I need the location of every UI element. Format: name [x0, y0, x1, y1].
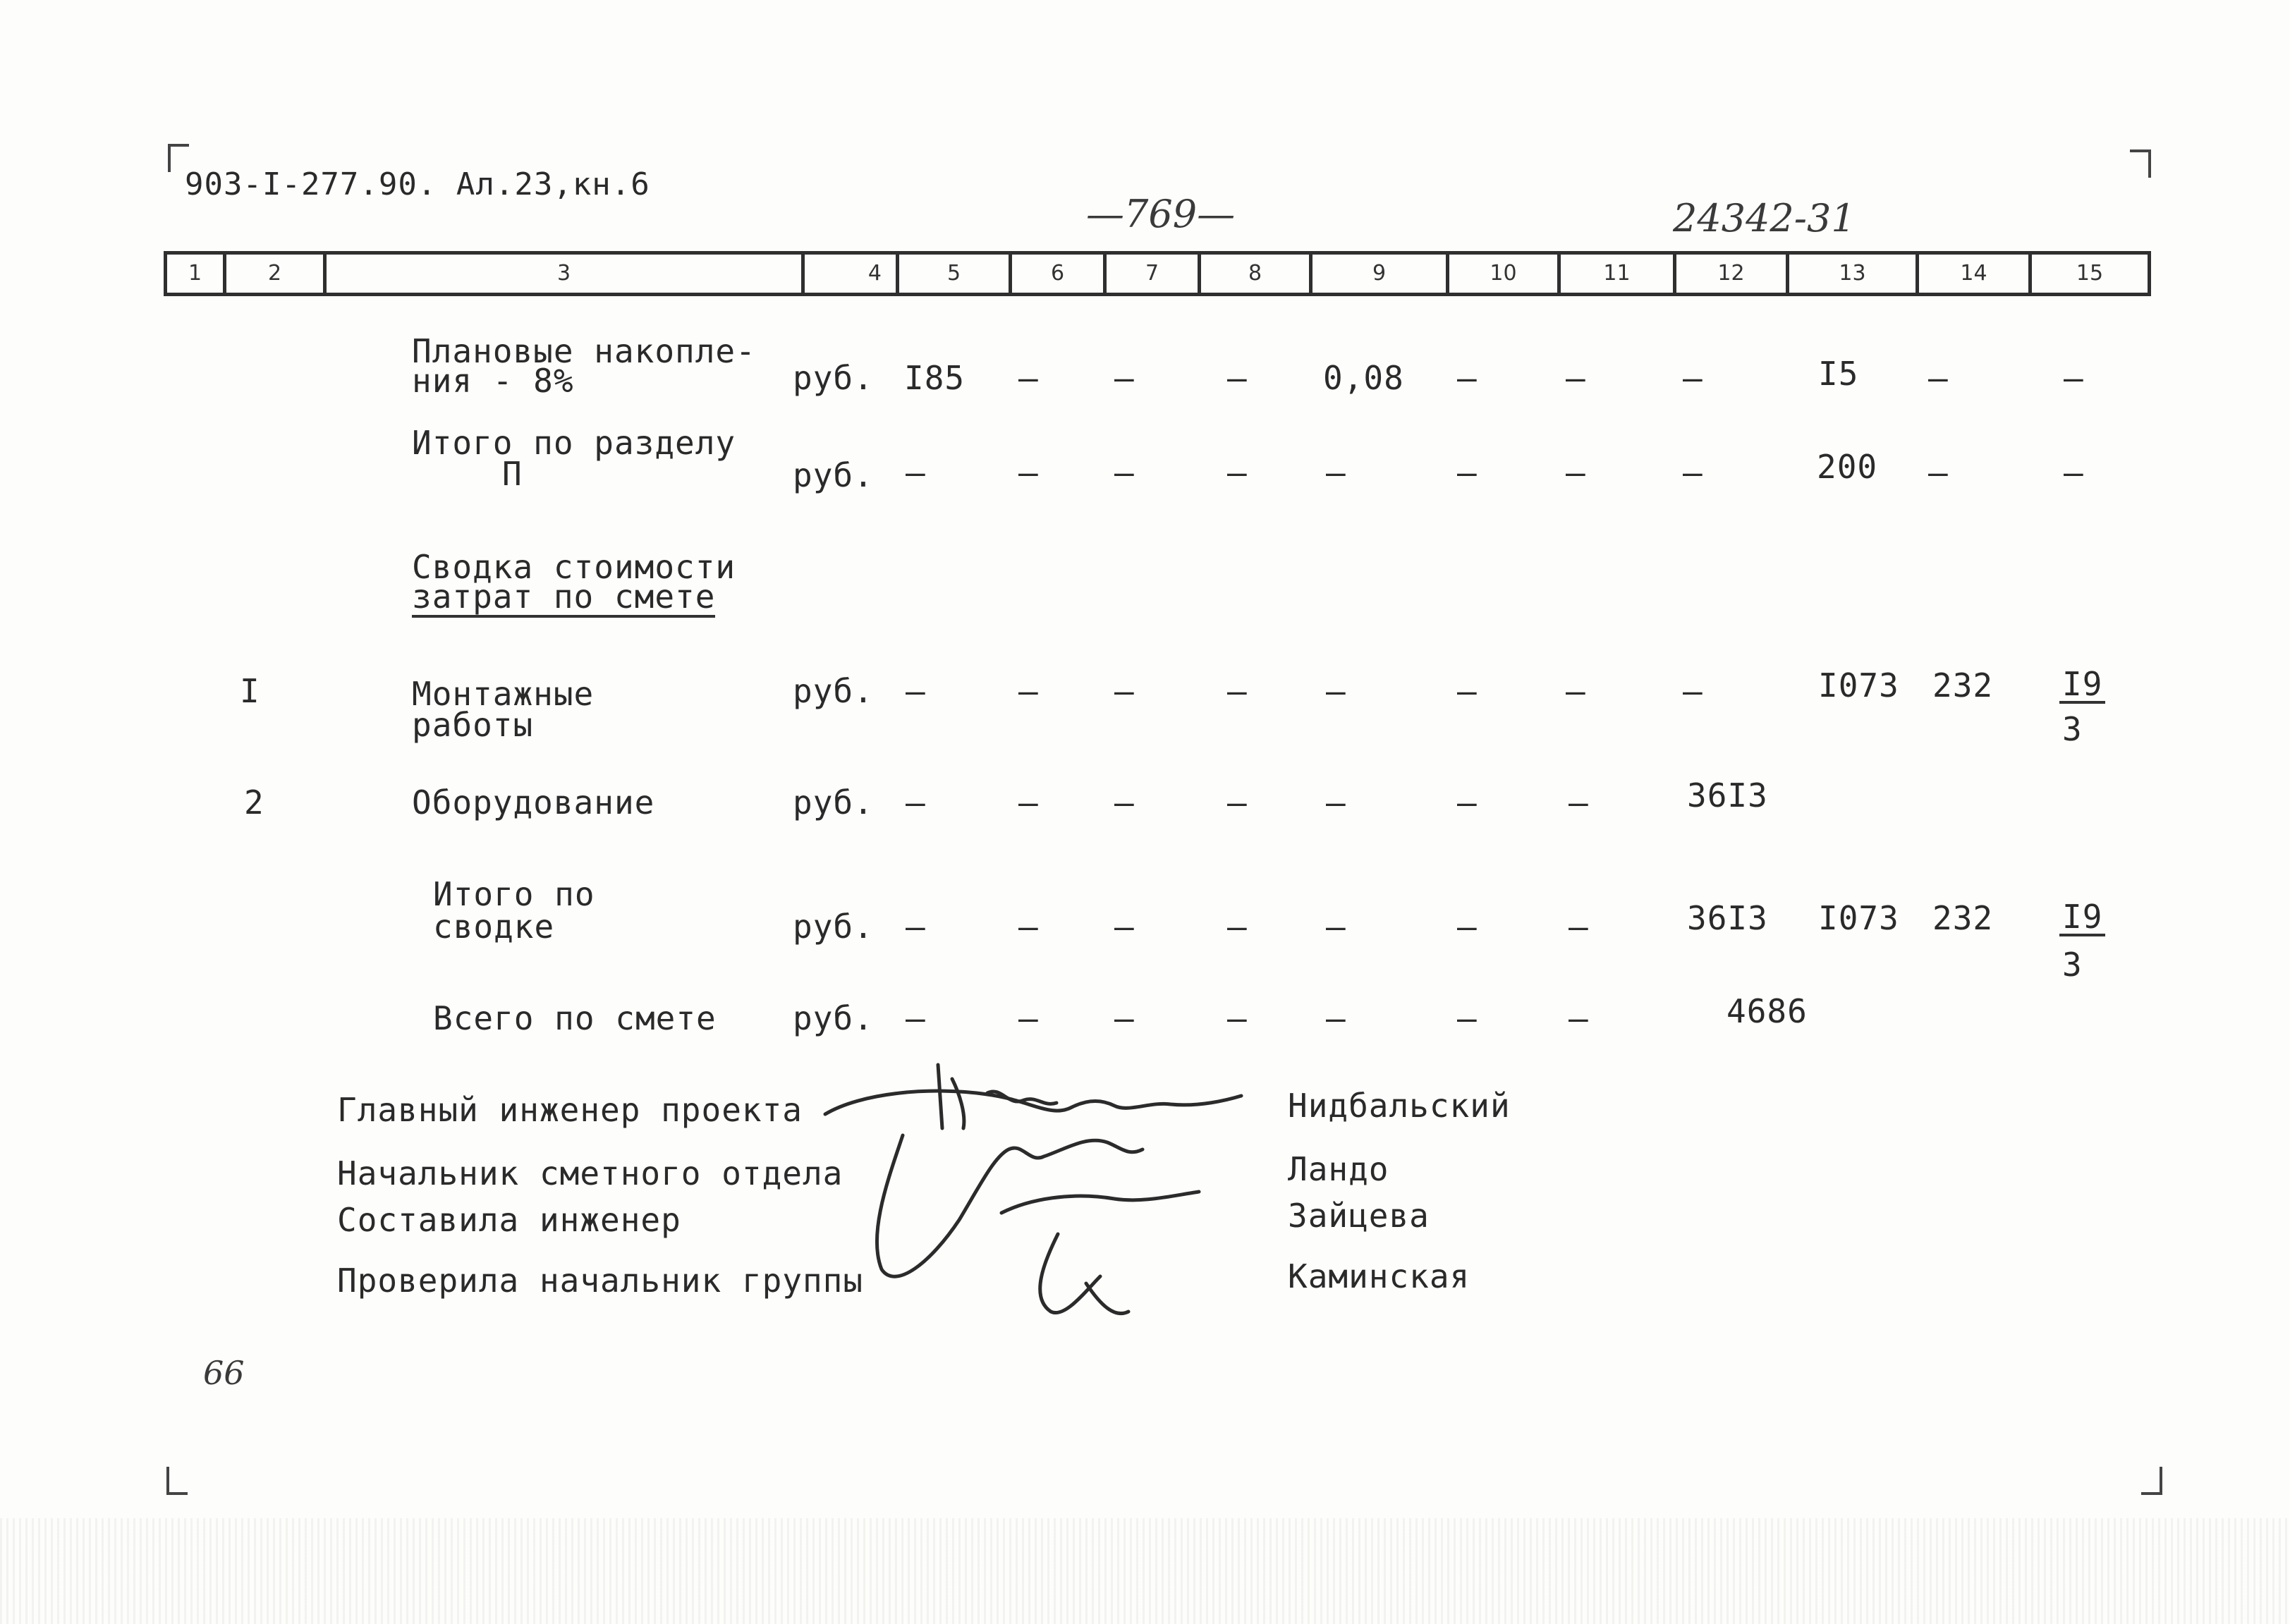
document-code: 903-I-277.90. Ал.23,кн.6 [185, 166, 650, 202]
column-header: 2 [267, 260, 282, 286]
cell-dash: – [1018, 999, 1039, 1037]
cell-dash: – [1457, 672, 1478, 710]
cell-col13: I073 [1818, 899, 1899, 937]
signatory-role: Составила инженер [337, 1201, 681, 1239]
cell-dash: – [1018, 453, 1039, 492]
row-label: Плановые накопле- [412, 332, 756, 370]
cell-col15-fraction [2059, 667, 2105, 704]
cell-dash: – [1227, 672, 1248, 710]
cell-col13: 200 [1817, 448, 1878, 486]
row-unit: руб. [793, 672, 874, 710]
signatory-role: Проверила начальник группы [337, 1262, 864, 1300]
column-divider [2148, 251, 2151, 296]
corner-mark-top-left-h [168, 144, 189, 147]
cell-col14: 232 [1932, 899, 1994, 937]
cell-col9: 0,08 [1323, 359, 1404, 397]
cell-dash: – [1114, 908, 1135, 946]
cell-dash: – [1326, 672, 1346, 710]
row-label: Монтажные [412, 675, 595, 713]
column-header: 9 [1372, 260, 1387, 286]
row-unit: руб. [793, 908, 874, 946]
fraction-numerator: I9 [2059, 900, 2105, 936]
cell-dash: – [1326, 999, 1346, 1037]
corner-mark-top-left [168, 144, 171, 172]
cell-dash: – [1227, 359, 1248, 397]
cell-dash: – [1018, 672, 1039, 710]
cell-col12: 36I3 [1687, 899, 1768, 937]
cell-dash: – [1114, 359, 1135, 397]
column-header: 1 [188, 260, 202, 286]
item-number: 2 [244, 783, 264, 822]
cell-dash: – [1326, 908, 1346, 946]
grand-total-value: 4686 [1726, 992, 1808, 1030]
row-label: Оборудование [412, 783, 655, 822]
cell-dash: – [1683, 672, 1703, 710]
signatory-role: Начальник сметного отдела [337, 1154, 843, 1192]
row-unit: руб. [793, 999, 874, 1037]
cell-dash: – [2064, 359, 2084, 397]
cell-dash: – [1018, 783, 1039, 822]
row-unit: руб. [793, 783, 874, 822]
cell-dash: – [1566, 672, 1586, 710]
column-header: 8 [1248, 260, 1262, 286]
page-number: —769— [1086, 192, 1236, 236]
cell-dash: – [1683, 359, 1703, 397]
cell-dash: – [906, 783, 926, 822]
cell-col13: I5 [1818, 355, 1859, 393]
cell-dash: – [1566, 453, 1586, 492]
cell-dash: – [1566, 359, 1586, 397]
scan-grain-texture [0, 1518, 2290, 1624]
fraction-numerator: I9 [2059, 667, 2105, 704]
cell-dash: – [1928, 453, 1949, 492]
column-header: 7 [1145, 260, 1159, 286]
row-label: работы [412, 706, 534, 744]
cell-dash: – [1227, 453, 1248, 492]
row-label: сводке [433, 908, 555, 946]
cell-dash: – [1457, 999, 1478, 1037]
column-header: 11 [1603, 260, 1631, 286]
signatory-name: Ландо [1288, 1150, 1389, 1188]
column-header: 4 [867, 260, 882, 286]
corner-mark-bottom-left [166, 1467, 169, 1495]
column-header: 6 [1050, 260, 1065, 286]
signatory-role: Главный инженер проекта [337, 1091, 803, 1129]
cell-dash: – [906, 453, 926, 492]
cell-dash: – [2064, 453, 2084, 492]
cell-dash: – [1326, 783, 1346, 822]
sheet-mark: 66 [203, 1354, 245, 1392]
column-header: 14 [1960, 260, 1987, 286]
cell-dash: – [1018, 908, 1039, 946]
cell-dash: – [1457, 908, 1478, 946]
row-label: Итого по разделу [412, 424, 736, 462]
cell-dash: – [1683, 453, 1703, 492]
cell-col13: I073 [1818, 666, 1899, 704]
cell-dash: – [1227, 908, 1248, 946]
summary-title: Сводка стоимости [412, 548, 736, 586]
cell-dash: – [1018, 359, 1039, 397]
column-header: 3 [556, 260, 571, 286]
cell-dash: – [906, 999, 926, 1037]
estimate-number: 24342-31 [1673, 196, 1856, 240]
row-label: ния - 8% [412, 362, 574, 400]
signatory-name: Зайцева [1288, 1197, 1430, 1235]
cell-dash: – [1326, 453, 1346, 492]
fraction-denominator: 3 [2062, 946, 2083, 984]
cell-dash: – [906, 908, 926, 946]
cell-dash: – [1114, 999, 1135, 1037]
row-label: Итого по [433, 875, 595, 913]
cell-dash: – [906, 672, 926, 710]
fraction-denominator: 3 [2062, 710, 2083, 748]
signatory-name: Нидбальский [1288, 1087, 1511, 1125]
cell-dash: – [1114, 672, 1135, 710]
corner-mark-bottom-left-h [166, 1492, 188, 1495]
summary-title: затрат по смете [412, 580, 715, 618]
corner-mark-bottom-right-h [2141, 1492, 2162, 1495]
cell-col5: I85 [904, 359, 966, 397]
cell-dash: – [1227, 999, 1248, 1037]
column-header: 5 [946, 260, 961, 286]
cell-dash: – [1928, 359, 1949, 397]
cell-dash: – [1457, 453, 1478, 492]
cell-dash: – [1227, 783, 1248, 822]
item-number: I [240, 672, 260, 710]
column-header: 15 [2076, 260, 2104, 286]
cell-col15-fraction [2059, 900, 2105, 936]
column-header: 10 [1490, 260, 1517, 286]
cell-col14: 232 [1932, 666, 1994, 704]
cell-dash: – [1457, 783, 1478, 822]
row-label: Всего по смете [433, 999, 717, 1037]
cell-dash: – [1569, 908, 1589, 946]
row-label: П [502, 455, 523, 493]
cell-dash: – [1114, 783, 1135, 822]
cell-dash: – [1569, 999, 1589, 1037]
cell-dash: – [1114, 453, 1135, 492]
cell-col12: 36I3 [1687, 776, 1768, 814]
cell-dash: – [1457, 359, 1478, 397]
cell-dash: – [1569, 783, 1589, 822]
handwritten-signatures-icon [818, 1051, 1255, 1333]
row-unit: руб. [793, 359, 874, 397]
row-unit: руб. [793, 456, 874, 494]
corner-mark-top-right-h [2130, 149, 2151, 152]
signatory-name: Каминская [1288, 1257, 1470, 1295]
corner-mark-top-right [2148, 149, 2151, 178]
corner-mark-bottom-right [2160, 1467, 2162, 1495]
column-header: 13 [1839, 260, 1866, 286]
column-header: 12 [1717, 260, 1745, 286]
